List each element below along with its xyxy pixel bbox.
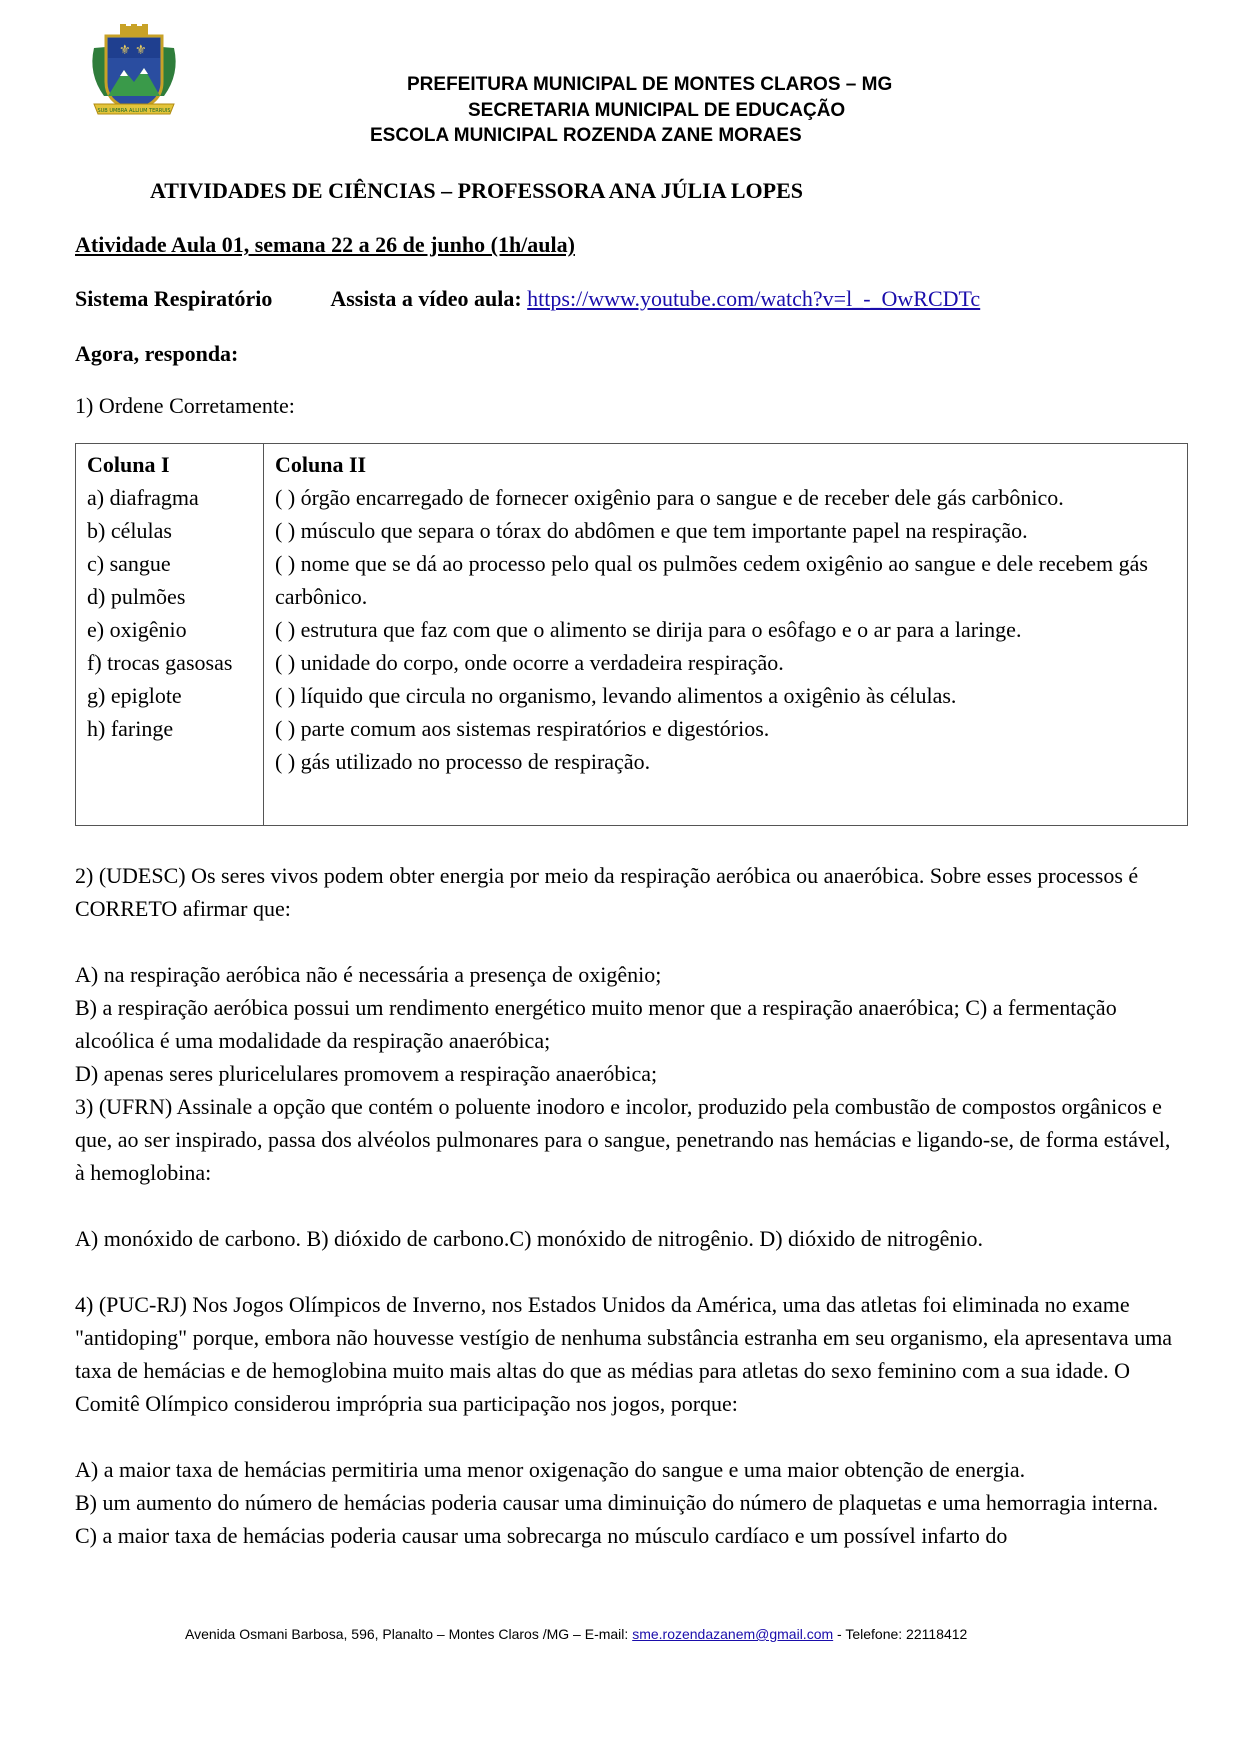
footer-address: Avenida Osmani Barbosa, 596, Planalto – Montes Claros /MG – E-mail: (185, 1626, 633, 1642)
header-prefeitura: PREFEITURA MUNICIPAL DE MONTES CLAROS – MG (407, 74, 893, 95)
prompt-heading: Agora, responda: (75, 341, 239, 366)
column-1-item: b) células (87, 518, 172, 543)
question-2-option-d: D) apenas seres pluricelulares promovem a respiração anaeróbica; (75, 1061, 658, 1086)
column-2-cell (264, 444, 1188, 826)
footer-email-link[interactable]: sme.rozendazanem@gmail.com (632, 1626, 834, 1642)
question-4-option-b: B) um aumento do número de hemácias poderia causar uma diminuição do número de plaquetas e uma hemorragia interna. (75, 1490, 1159, 1515)
column-2-item: ( ) líquido que circula no organismo, levando alimentos a oxigênio às células. (275, 683, 957, 708)
header-escola: ESCOLA MUNICIPAL ROZENDA ZANE MORAES (370, 125, 802, 146)
header-secretaria: SECRETARIA MUNICIPAL DE EDUCAÇÃO (468, 100, 846, 121)
video-link[interactable]: https://www.youtube.com/watch?v=l_-_OwRCDTc (527, 286, 981, 311)
logo-motto: SUB UMBRA ALLIUM TERRUIS (97, 108, 171, 114)
question-4-stem: 4) (PUC-RJ) Nos Jogos Olímpicos de Inverno, nos Estados Unidos da América, uma das atletas foi eliminada no exame "antidoping" porque, embora não houvesse vestígio de nenhuma substância estranha em seu organismo, ela apresentava uma taxa de hemácias e de hemoglobina muito mais altas do que as médias para atletas do sexo feminino com a sua idade. O Comitê Olímpico considerou imprópria sua participação nos jogos, porque: (75, 1292, 1173, 1416)
column-1-item: d) pulmões (87, 584, 186, 609)
column-2-item: ( ) gás utilizado no processo de respiração. (275, 749, 651, 774)
column-1-item: f) trocas gasosas (87, 650, 233, 675)
column-2-item: ( ) estrutura que faz com que o alimento se dirija para o esôfago e o ar para a laringe. (275, 617, 1022, 642)
svg-text:⚜: ⚜ (119, 43, 131, 58)
question-2-option-b-c: B) a respiração aeróbica possui um rendimento energético muito menor que a respiração anaeróbica; C) a fermentação alcoólica é uma modalidade da respiração anaeróbica; (75, 995, 1117, 1053)
question-1-title: 1) Ordene Corretamente: (75, 393, 295, 418)
column-1-item: g) epiglote (87, 683, 182, 708)
column-2-header: Coluna II (275, 452, 367, 477)
question-2-option-a: A) na respiração aeróbica não é necessária a presença de oxigênio; (75, 962, 662, 987)
question-4-option-a: A) a maior taxa de hemácias permitiria uma menor oxigenação do sangue e uma maior obtenção de energia. (75, 1457, 1026, 1482)
column-1-item: c) sangue (87, 551, 171, 576)
matching-table (75, 443, 1188, 826)
column-1-item: e) oxigênio (87, 617, 187, 642)
topic-label: Sistema Respiratório (75, 286, 273, 311)
question-4-option-c: C) a maior taxa de hemácias poderia causar uma sobrecarga no músculo cardíaco e um possível infarto do (75, 1523, 1008, 1548)
municipal-coat-of-arms-logo (84, 24, 184, 118)
activity-heading: Atividade Aula 01, semana 22 a 26 de junho (1h/aula) (75, 232, 575, 257)
column-2-item: ( ) órgão encarregado de fornecer oxigênio para o sangue e de receber dele gás carbônico. (275, 485, 1064, 510)
column-2-item: ( ) parte comum aos sistemas respiratórios e digestórios. (275, 716, 770, 741)
document-title: ATIVIDADES DE CIÊNCIAS – PROFESSORA ANA JÚLIA LOPES (150, 178, 804, 203)
column-1-header: Coluna I (87, 452, 170, 477)
column-2-item: ( ) unidade do corpo, onde ocorre a verdadeira respiração. (275, 650, 784, 675)
question-3-options: A) monóxido de carbono. B) dióxido de carbono.C) monóxido de nitrogênio. D) dióxido de nitrogênio. (75, 1226, 983, 1251)
questions-body (75, 859, 1180, 1552)
svg-text:⚜: ⚜ (135, 43, 147, 58)
column-2-item: ( ) nome que se dá ao processo pelo qual os pulmões cedem oxigênio ao sangue e dele recebem gás carbônico. (275, 551, 1148, 609)
topic-line (75, 286, 980, 312)
column-1-item: a) diafragma (87, 485, 199, 510)
footer-phone: - Telefone: 22118412 (833, 1626, 968, 1642)
question-2-stem: 2) (UDESC) Os seres vivos podem obter energia por meio da respiração aeróbica ou anaeróbica. Sobre esses processos é CORRETO afirmar que: (75, 863, 1139, 921)
question-3-stem: 3) (UFRN) Assinale a opção que contém o poluente inodoro e incolor, produzido pela combustão de compostos orgânicos e que, ao ser inspirado, passa dos alvéolos pulmonares para o sangue, penetrando nas hemácias e ligando-se, de forma estável, à hemoglobina: (75, 1094, 1171, 1185)
column-1-item: h) faringe (87, 716, 174, 741)
video-label: Assista a vídeo aula: (330, 286, 522, 311)
column-1-cell (76, 444, 264, 826)
page-footer (185, 1626, 967, 1642)
column-2-item: ( ) músculo que separa o tórax do abdômen e que tem importante papel na respiração. (275, 518, 1028, 543)
